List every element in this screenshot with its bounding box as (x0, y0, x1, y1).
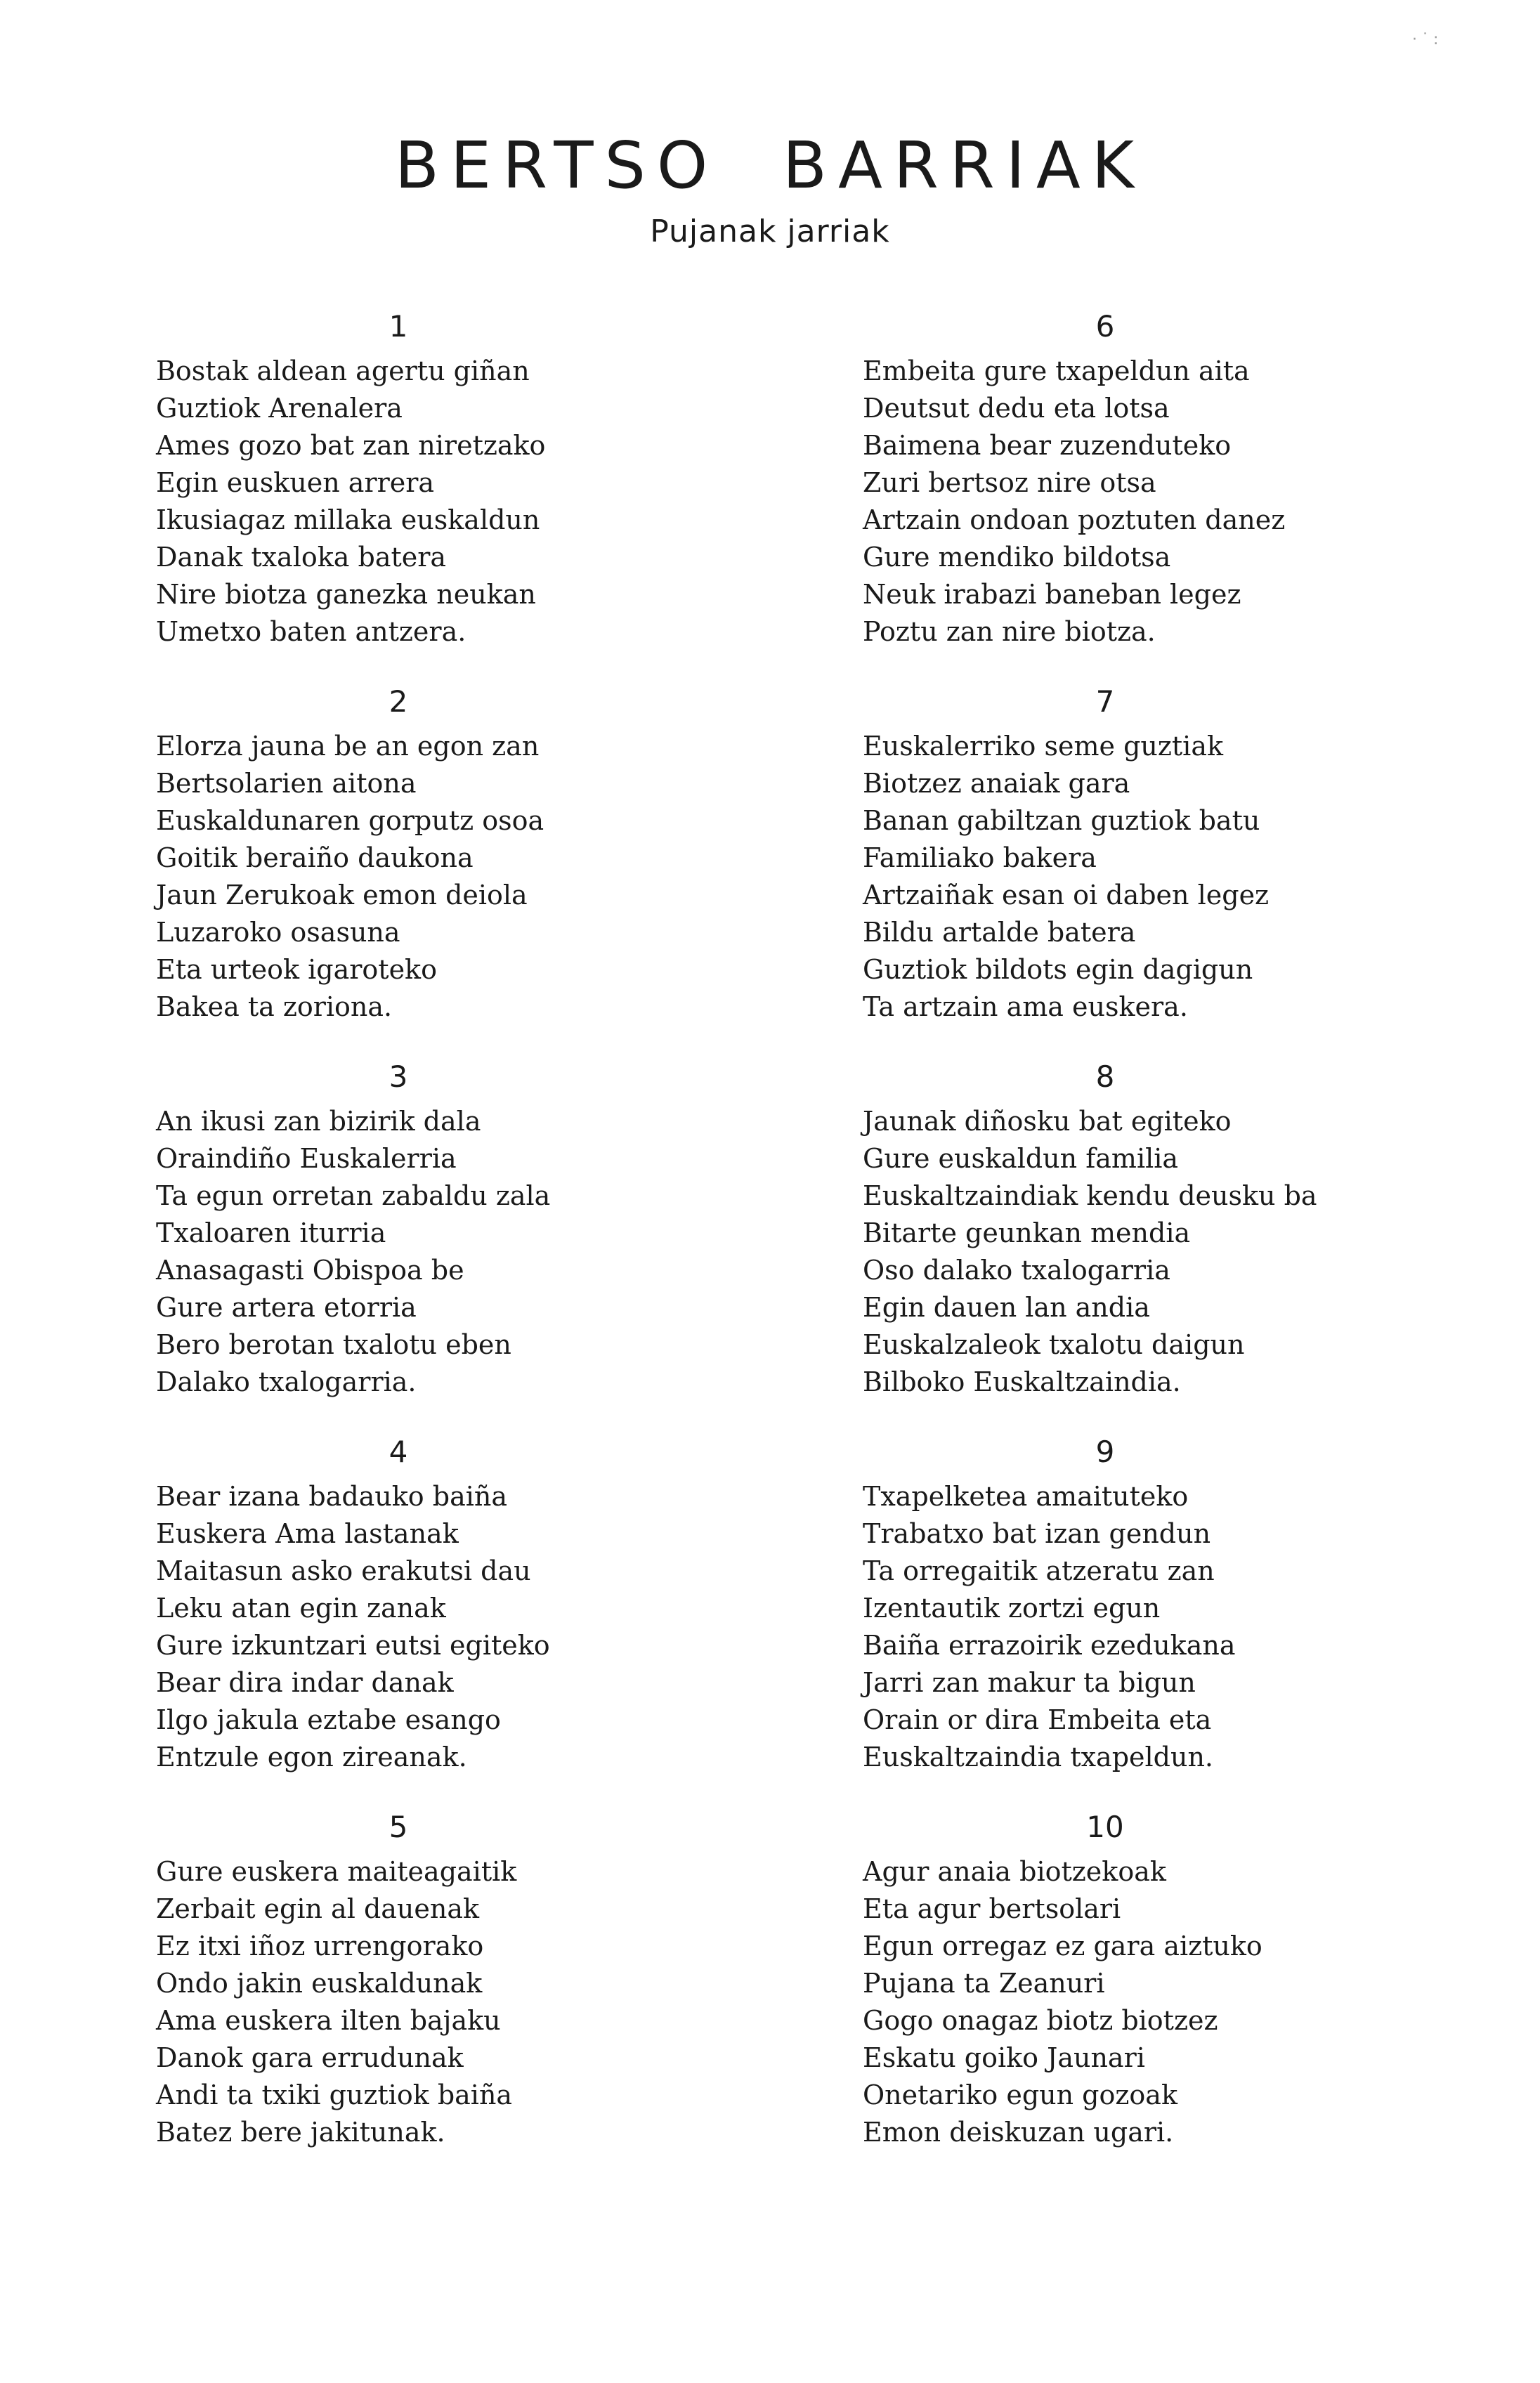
verse-line: Pujana ta Zeanuri (863, 1968, 1105, 1999)
verse-line: Leku atan egin zanak (156, 1593, 446, 1624)
verse-line: Euskaltzaindiak kendu deusku ba (863, 1180, 1317, 1211)
verse-line: Nire biotza ganezka neukan (156, 579, 536, 610)
stanza (863, 309, 1495, 684)
stanza-number: 8 (1095, 1059, 1115, 1094)
stanza-lines (156, 1478, 550, 1776)
verse-line: Bildu artalde batera (863, 917, 1136, 948)
stanza-number: 3 (389, 1059, 408, 1094)
verse-line: Luzaroko osasuna (156, 917, 400, 948)
verse-line: Ama euskera ilten bajaku (156, 2005, 501, 2036)
verse-line: Maitasun asko erakutsi dau (156, 1555, 531, 1586)
stanza-lines (156, 353, 545, 651)
verse-line: Dalako txalogarria. (156, 1366, 417, 1397)
verse-line: Familiako bakera (863, 842, 1097, 873)
verse-line: Artzaiñak esan oi daben legez (863, 880, 1270, 910)
page-subtitle: Pujanak jarriak (650, 214, 890, 249)
stanza (863, 1435, 1495, 1810)
verse-line: Oso dalako txalogarria (863, 1255, 1170, 1286)
verse-line: Umetxo baten antzera. (156, 616, 466, 647)
verse-line: Egin euskuen arrera (156, 467, 435, 498)
verse-line: Danok gara errudunak (156, 2042, 464, 2073)
verse-line: Zerbait egin al dauenak (156, 1893, 480, 1924)
verse-line: Orain or dira Embeita eta (863, 1704, 1212, 1735)
stanza-lines (156, 1103, 550, 1401)
verse-line: Bilboko Euskaltzaindia. (863, 1366, 1181, 1397)
verse-line: Gure euskaldun familia (863, 1143, 1179, 1174)
verse-line: Bertsolarien aitona (156, 768, 417, 799)
verse-line: Entzule egon zireanak. (156, 1742, 467, 1772)
stanza-lines (156, 1853, 516, 2151)
verse-line: Gure euskera maiteagaitik (156, 1856, 517, 1887)
verse-line: Biotzez anaiak gara (863, 768, 1130, 799)
verse-line: Anasagasti Obispoa be (156, 1255, 464, 1286)
stanza (156, 1810, 788, 2185)
verse-line: Euskalzaleok txalotu daigun (863, 1329, 1245, 1360)
stanza-number: 1 (389, 309, 408, 344)
verse-line: Eta agur bertsolari (863, 1893, 1121, 1924)
page-title: BERTSO BARRIAK (394, 128, 1146, 203)
verse-line: Bakea ta zoriona. (156, 991, 393, 1022)
verse-line: Banan gabiltzan guztiok batu (863, 805, 1260, 836)
verse-line: Andi ta txiki guztiok baiña (156, 2080, 513, 2110)
stanza-number: 5 (389, 1810, 408, 1844)
verse-line: Elorza jauna be an egon zan (156, 731, 540, 762)
verse-line: Gogo onagaz biotz biotzez (863, 2005, 1218, 2036)
verse-line: Eta urteok igaroteko (156, 954, 437, 985)
stanza (156, 1059, 788, 1435)
verse-line: Zuri bertsoz nire otsa (863, 467, 1156, 498)
verse-line: Izentautik zortzi egun (863, 1593, 1161, 1624)
verse-line: Trabatxo bat izan gendun (863, 1518, 1211, 1549)
verse-line: Gure izkuntzari eutsi egiteko (156, 1630, 550, 1661)
verse-line: Baimena bear zuzenduteko (863, 430, 1232, 461)
verse-line: Egin dauen lan andia (863, 1292, 1150, 1323)
verse-line: Bear izana badauko baiña (156, 1481, 508, 1512)
stanza-number: 10 (1086, 1810, 1124, 1844)
verse-line: Egun orregaz ez gara aiztuko (863, 1931, 1262, 1961)
verse-line: Txaloaren iturria (156, 1217, 386, 1248)
verse-line: Ikusiagaz millaka euskaldun (156, 504, 540, 535)
verse-line: Goitik beraiño daukona (156, 842, 474, 873)
verse-line: Embeita gure txapeldun aita (863, 355, 1250, 386)
verse-line: Jarri zan makur ta bigun (863, 1667, 1196, 1698)
verse-line: Emon deiskuzan ugari. (863, 2117, 1174, 2148)
scan-speck-mark: ·˙: (1412, 31, 1443, 48)
verse-line: Guztiok Arenalera (156, 393, 403, 424)
stanza-lines (863, 1853, 1262, 2151)
stanza (863, 1810, 1495, 2185)
verse-line: Neuk irabazi baneban legez (863, 579, 1241, 610)
verse-line: Artzain ondoan poztuten danez (863, 504, 1286, 535)
stanza (863, 1059, 1495, 1435)
right-column (863, 309, 1495, 2185)
verse-line: Jaunak diñosku bat egiteko (863, 1106, 1232, 1137)
left-column (156, 309, 788, 2185)
stanza-lines (863, 728, 1269, 1026)
stanza-number: 6 (1095, 309, 1115, 344)
verse-line: Gure mendiko bildotsa (863, 542, 1171, 573)
verse-line: Ondo jakin euskaldunak (156, 1968, 483, 1999)
verse-line: Ta egun orretan zabaldu zala (156, 1180, 551, 1211)
verse-line: Jaun Zerukoak emon deiola (156, 880, 528, 910)
verse-line: Ez itxi iñoz urrengorako (156, 1931, 484, 1961)
stanza (156, 684, 788, 1059)
verse-line: Poztu zan nire biotza. (863, 616, 1156, 647)
stanza-number: 9 (1095, 1435, 1115, 1469)
stanza-lines (863, 1103, 1317, 1401)
verse-line: An ikusi zan bizirik dala (156, 1106, 481, 1137)
stanza-number: 7 (1095, 684, 1115, 719)
verse-line: Batez bere jakitunak. (156, 2117, 445, 2148)
stanza (156, 309, 788, 684)
verse-line: Euskaldunaren gorputz osoa (156, 805, 544, 836)
verse-line: Danak txaloka batera (156, 542, 447, 573)
stanza-number: 2 (389, 684, 408, 719)
verse-line: Guztiok bildots egin dagigun (863, 954, 1253, 985)
verse-line: Baiña errazoirik ezedukana (863, 1630, 1236, 1661)
stanza-lines (863, 353, 1285, 651)
verse-line: Eskatu goiko Jaunari (863, 2042, 1145, 2073)
stanza-number: 4 (389, 1435, 408, 1469)
verse-line: Txapelketea amaituteko (863, 1481, 1189, 1512)
verse-line: Ilgo jakula eztabe esango (156, 1704, 501, 1735)
verse-line: Deutsut dedu eta lotsa (863, 393, 1170, 424)
verse-line: Euskera Ama lastanak (156, 1518, 459, 1549)
verse-line: Onetariko egun gozoak (863, 2080, 1177, 2110)
stanza-lines (863, 1478, 1236, 1776)
stanza (863, 684, 1495, 1059)
verse-line: Euskalerriko seme guztiak (863, 731, 1224, 762)
verse-line: Oraindiño Euskalerria (156, 1143, 457, 1174)
verse-line: Ta artzain ama euskera. (863, 991, 1188, 1022)
verse-line: Bitarte geunkan mendia (863, 1217, 1191, 1248)
verse-line: Agur anaia biotzekoak (863, 1856, 1166, 1887)
stanza-lines (156, 728, 544, 1026)
verse-line: Ames gozo bat zan niretzako (156, 430, 546, 461)
verse-line: Ta orregaitik atzeratu zan (863, 1555, 1215, 1586)
verse-line: Bostak aldean agertu giñan (156, 355, 530, 386)
verse-line: Bero berotan txalotu eben (156, 1329, 511, 1360)
verse-line: Euskaltzaindia txapeldun. (863, 1742, 1214, 1772)
verse-line: Bear dira indar danak (156, 1667, 454, 1698)
stanza (156, 1435, 788, 1810)
verse-line: Gure artera etorria (156, 1292, 417, 1323)
